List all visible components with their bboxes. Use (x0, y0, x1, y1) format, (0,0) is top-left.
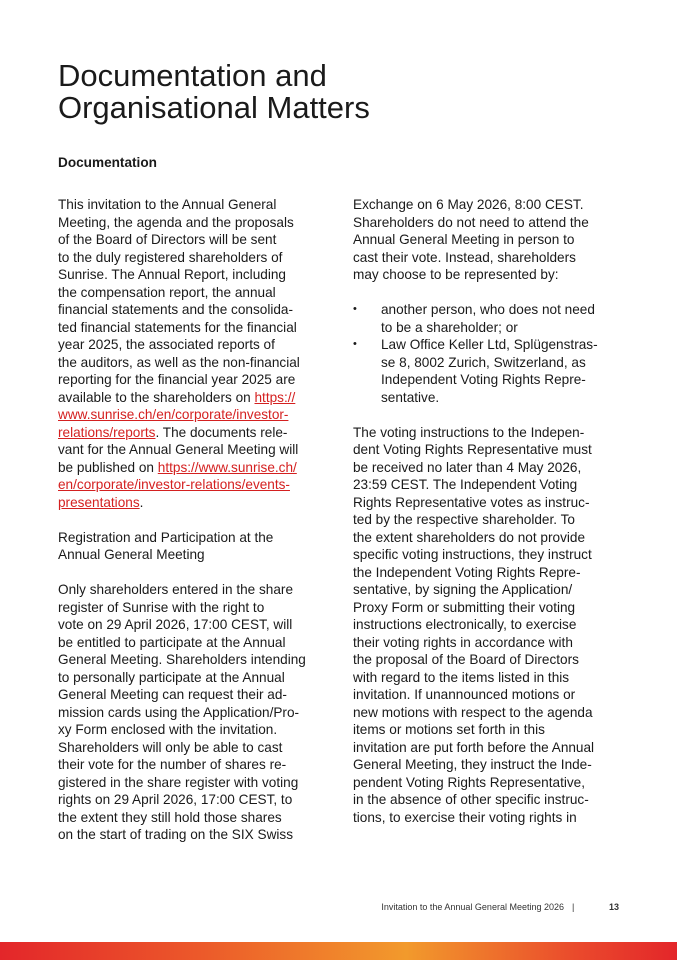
text-line: Independent Voting Rights Repre- (381, 372, 586, 387)
events-presentations-link[interactable]: presentations (58, 494, 140, 510)
text-line: be entitled to participate at the Annual (58, 634, 286, 650)
page-footer (0, 902, 677, 918)
text-line (58, 389, 326, 407)
text-line: This invitation to the Annual General (58, 197, 277, 212)
text-line: another person, who does not need (381, 302, 595, 317)
text-line: cast their vote. Instead, shareholders (353, 249, 576, 265)
reports-link[interactable]: www.sunrise.ch/en/corporate/investor- (58, 407, 289, 422)
text-line: sentative. (381, 389, 440, 405)
text-line: gistered in the share register with voting (58, 774, 299, 790)
text-line: financial statements and the consolida- (58, 302, 294, 317)
text-line: register of Sunrise with the right to (58, 599, 265, 615)
text-line (58, 424, 326, 442)
text-line: their voting rights in accordance with (353, 634, 573, 650)
section-heading: Documentation (58, 155, 157, 170)
text-fragment: available to the shareholders on (58, 389, 255, 405)
list-item (353, 336, 621, 406)
text-line: Exchange on 6 May 2026, 8:00 CEST. (353, 197, 584, 212)
text-line: dent Voting Rights Representative must (353, 442, 592, 457)
bullet-icon: • (353, 303, 357, 315)
footer-separator: | (572, 902, 575, 912)
text-line: sentative, by signing the Application/ (353, 582, 573, 597)
text-line: ted financial statements for the financial (58, 319, 297, 335)
text-line: pendent Voting Rights Representative, (353, 774, 586, 790)
text-fragment: . (139, 494, 144, 510)
page-number: 13 (609, 902, 620, 912)
text-line: General Meeting, they instruct the Inde- (353, 757, 592, 772)
text-line: rights on 29 April 2026, 17:00 CEST, to (58, 792, 293, 807)
text-line: specific voting instructions, they instruct (353, 547, 592, 562)
registration-paragraph (58, 581, 326, 844)
footer-title: Invitation to the Annual General Meeting 2026 (381, 902, 564, 912)
text-line: Meeting, the agenda and the proposals (58, 214, 294, 230)
text-line (58, 459, 326, 477)
text-line: on the start of trading on the SIX Swiss (58, 827, 293, 842)
text-line: ted by the respective shareholder. To (353, 512, 575, 527)
text-line: to personally participate at the Annual (58, 669, 285, 685)
representation-paragraph (353, 196, 621, 284)
text-line: Annual General Meeting in person to (353, 232, 575, 247)
text-line: the proposal of the Board of Directors (353, 652, 579, 667)
documentation-paragraph (58, 196, 326, 511)
text-line: tions, to exercise their voting rights in (353, 809, 577, 825)
text-line: the Independent Voting Rights Repre- (353, 564, 581, 580)
text-line: items or motions set forth in this (353, 722, 545, 737)
text-line: invitation. If unannounced motions or (353, 687, 576, 702)
text-line: Rights Representative votes as instruc- (353, 494, 590, 510)
text-fragment: . The documents rele- (155, 424, 288, 440)
text-line: with regard to the items listed in this (353, 669, 570, 685)
text-line: Registration and Participation at the (58, 529, 274, 545)
text-line: The voting instructions to the Indepen- (353, 424, 585, 440)
text-line: to be a shareholder; or (381, 319, 518, 335)
text-line: may choose to be represented by: (353, 267, 559, 282)
text-line: the compensation report, the annual (58, 284, 276, 300)
reports-link[interactable]: https:// (254, 389, 296, 405)
text-line (58, 494, 326, 512)
text-line: General Meeting. Shareholders intending (58, 652, 306, 667)
list-item (353, 301, 621, 336)
footer-gradient-bar (0, 942, 677, 960)
text-line: Proxy Form or submitting their voting (353, 599, 576, 615)
text-line: to the duly registered shareholders of (58, 249, 283, 265)
text-line: General Meeting can request their ad- (58, 687, 287, 702)
bullet-icon: • (353, 338, 357, 350)
voting-instructions-paragraph (353, 424, 621, 827)
text-line: Sunrise. The Annual Report, including (58, 267, 286, 282)
text-line: the extent they still hold those shares (58, 809, 282, 825)
right-column (353, 196, 621, 826)
text-line: the auditors, as well as the non-financial (58, 354, 300, 370)
page-title (58, 60, 638, 124)
text-line: be received no later than 4 May 2026, (353, 459, 582, 475)
text-line: instructions electronically, to exercise (353, 617, 577, 632)
text-line: new motions with respect to the agenda (353, 704, 593, 720)
text-line: reporting for the financial year 2025 are (58, 372, 296, 387)
events-presentations-link[interactable]: en/corporate/investor-relations/events- (58, 477, 290, 492)
text-line: in the absence of other specific instruc- (353, 792, 589, 807)
text-line: invitation are put forth before the Annual (353, 739, 595, 755)
registration-subheading (58, 529, 326, 564)
text-line: vant for the Annual General Meeting will (58, 442, 299, 457)
text-line: Only shareholders entered in the share (58, 582, 294, 597)
title-line: Organisational Matters (58, 90, 370, 125)
text-line (58, 406, 326, 424)
representation-options-list (353, 301, 621, 406)
text-line: 23:59 CEST. The Independent Voting (353, 477, 578, 492)
text-line: Shareholders will only be able to cast (58, 739, 283, 755)
text-line: of the Board of Directors will be sent (58, 232, 277, 247)
text-line: Law Office Keller Ltd, Splügenstras- (381, 337, 598, 352)
text-line: se 8, 8002 Zurich, Switzerland, as (381, 354, 586, 370)
text-line: their vote for the number of shares re- (58, 757, 287, 772)
text-fragment: be published on (58, 459, 158, 475)
text-line: mission cards using the Application/Pro- (58, 704, 300, 720)
text-line (58, 476, 326, 494)
text-line: Annual General Meeting (58, 547, 205, 562)
events-presentations-link[interactable]: https://www.sunrise.ch/ (157, 459, 297, 475)
text-line: Shareholders do not need to attend the (353, 214, 589, 230)
text-line: vote on 29 April 2026, 17:00 CEST, will (58, 617, 293, 632)
text-line: xy Form enclosed with the invitation. (58, 722, 278, 737)
reports-link[interactable]: relations/reports (58, 424, 156, 440)
left-column (58, 196, 326, 844)
text-line: year 2025, the associated reports of (58, 337, 275, 352)
text-line: the extent shareholders do not provide (353, 529, 586, 545)
title-line: Documentation and (58, 58, 327, 93)
